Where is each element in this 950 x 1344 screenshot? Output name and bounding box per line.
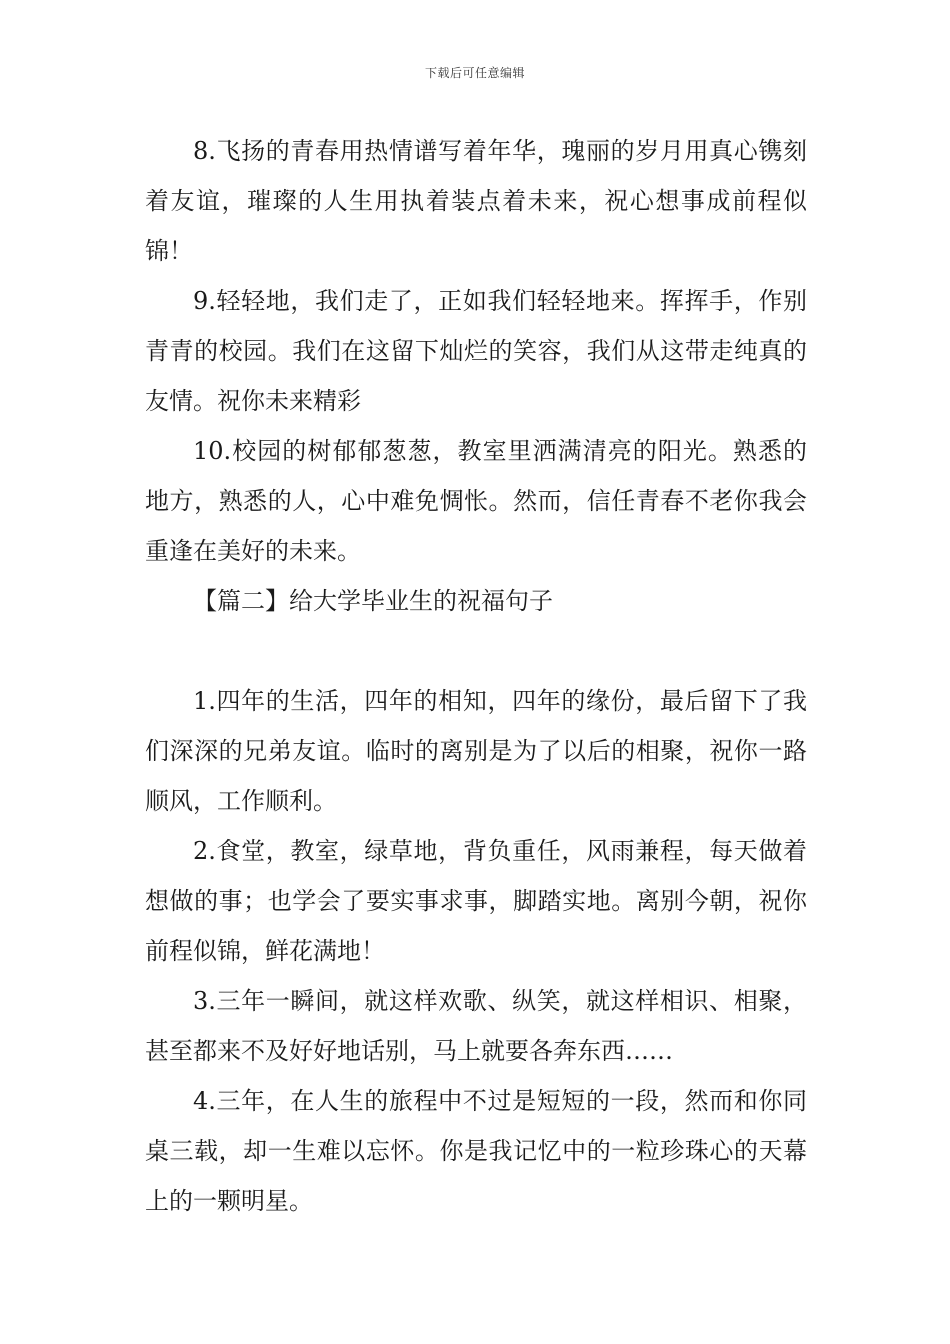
page-header: 下载后可任意编辑 — [424, 66, 525, 80]
list-item: 2.食堂，教室，绿草地，背负重任，风雨兼程，每天做着想做的事；也学会了要实事求事，脚踏实地。离别今朝，祝你前程似锦，鲜花满地！ — [145, 837, 807, 965]
list-item: 3.三年一瞬间，就这样欢歌、纵笑，就这样相识、相聚，甚至都来不及好好地话别，马上就要各奔东西…… — [145, 987, 807, 1065]
section-spacer — [145, 626, 807, 676]
list-item: 1.四年的生活，四年的相知，四年的缘份，最后留下了我们深深的兄弟友谊。临时的离别是为了以后的相聚，祝你一路顺风，工作顺利。 — [145, 687, 807, 815]
section-title: 【篇二】给大学毕业生的祝福句子 — [193, 587, 553, 615]
document-body — [145, 126, 807, 1226]
list-item: 10.校园的树郁郁葱葱，教室里洒满清亮的阳光。熟悉的地方，熟悉的人，心中难免惆怅。然而，信任青春不老你我会重逢在美好的未来。 — [145, 437, 807, 565]
list-item: 9.轻轻地，我们走了，正如我们轻轻地来。挥挥手，作别青青的校园。我们在这留下灿烂的笑容，我们从这带走纯真的友情。祝你未来精彩 — [145, 287, 807, 415]
list-item: 8.飞扬的青春用热情谱写着年华，瑰丽的岁月用真心镌刻着友谊，璀璨的人生用执着装点着未来，祝心想事成前程似锦！ — [145, 137, 807, 265]
list-item: 4.三年，在人生的旅程中不过是短短的一段，然而和你同桌三载，却一生难以忘怀。你是我记忆中的一粒珍珠心的天幕上的一颗明星。 — [145, 1087, 807, 1215]
